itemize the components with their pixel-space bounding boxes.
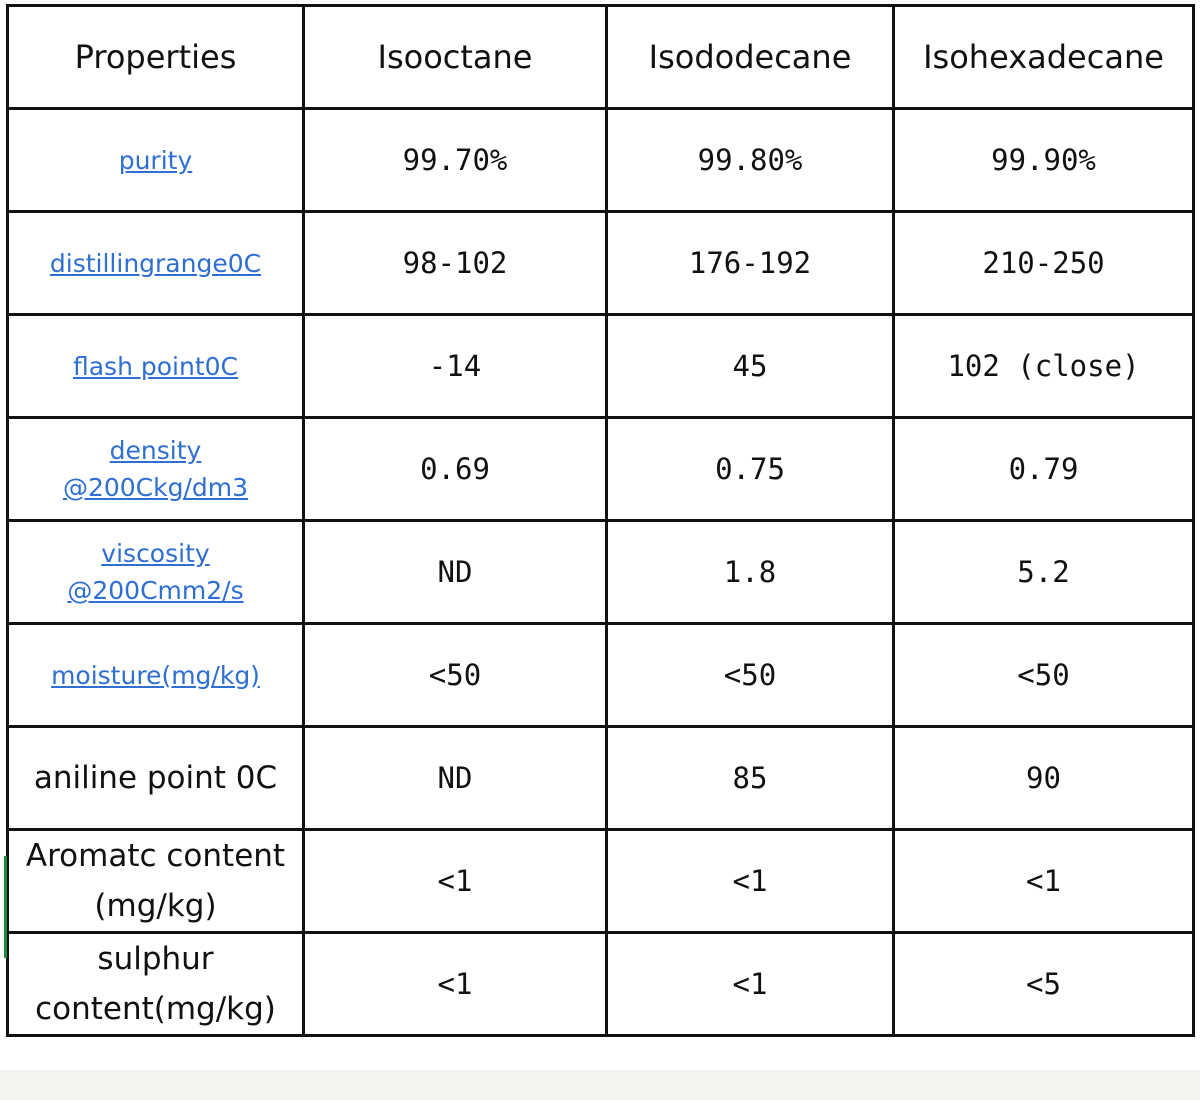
value-cell [607, 212, 894, 315]
property-text-line: distillingrange0C [49, 248, 262, 278]
property-link[interactable] [67, 535, 243, 609]
value-text: 90 [1026, 761, 1061, 795]
header-cell-isododecane: Isododecane [607, 6, 894, 109]
property-link[interactable] [73, 348, 238, 385]
property-label [34, 753, 277, 803]
table-row [8, 933, 1194, 1036]
value-cell [304, 830, 607, 933]
value-cell [607, 727, 894, 830]
value-text: <1 [437, 864, 473, 898]
value-cell [304, 624, 607, 727]
value-cell [304, 418, 607, 521]
property-text-line: purity [118, 145, 193, 175]
value-text: 5.2 [1017, 555, 1070, 589]
value-cell [607, 521, 894, 624]
value-cell [894, 727, 1194, 830]
property-link[interactable] [51, 657, 260, 694]
table-row [8, 418, 1194, 521]
value-text: <1 [437, 967, 473, 1001]
value-text: <50 [428, 658, 482, 692]
table-row [8, 315, 1194, 418]
header-row [8, 6, 1194, 109]
value-text: 98-102 [402, 246, 508, 280]
header-cell-isooctane: Isooctane [304, 6, 607, 109]
property-text-line: Aromatc content [25, 838, 286, 874]
value-text: 99.80% [697, 143, 803, 177]
property-text-line: (mg/kg) [94, 888, 217, 924]
value-cell [894, 109, 1194, 212]
value-text: <5 [1026, 967, 1061, 1001]
value-cell [894, 315, 1194, 418]
value-cell [607, 624, 894, 727]
property-text-line: sulphur [97, 941, 214, 977]
property-cell [8, 830, 304, 933]
value-cell [894, 212, 1194, 315]
value-text: <50 [1017, 658, 1070, 692]
property-text-line: density [109, 436, 202, 465]
property-label [35, 934, 276, 1034]
property-link[interactable] [50, 245, 261, 282]
value-text: 99.90% [991, 143, 1096, 177]
table-row [8, 212, 1194, 315]
property-text-line: moisture(mg/kg) [51, 660, 260, 690]
property-cell [8, 933, 304, 1036]
property-cell [8, 727, 304, 830]
value-text: 45 [732, 349, 768, 383]
properties-table [6, 4, 1195, 1037]
value-text: <1 [732, 967, 768, 1001]
value-cell [607, 830, 894, 933]
value-text: <1 [732, 864, 768, 898]
property-cell[interactable] [8, 212, 304, 315]
cell-selection-marker [4, 856, 7, 958]
value-cell [607, 933, 894, 1036]
value-text: 1.8 [723, 555, 777, 589]
value-cell [304, 212, 607, 315]
value-text: 0.79 [1008, 452, 1079, 486]
property-text-line: @200Ckg/dm3 [62, 473, 249, 502]
value-cell [607, 109, 894, 212]
table-row [8, 727, 1194, 830]
value-cell [607, 418, 894, 521]
value-text: 102 (close) [947, 349, 1140, 383]
table-body [8, 109, 1194, 1036]
value-cell [304, 933, 607, 1036]
value-cell [894, 521, 1194, 624]
value-text: 176-192 [688, 246, 812, 280]
property-cell[interactable] [8, 624, 304, 727]
property-cell[interactable] [8, 418, 304, 521]
value-text: -14 [428, 349, 482, 383]
property-text-line: content(mg/kg) [35, 991, 276, 1027]
value-cell [894, 830, 1194, 933]
property-text-line: aniline point 0C [33, 760, 278, 796]
value-text: 99.70% [402, 143, 508, 177]
property-text-line: viscosity [101, 539, 210, 568]
value-text: ND [437, 555, 473, 589]
property-cell[interactable] [8, 521, 304, 624]
value-text: 85 [732, 761, 768, 795]
table-row [8, 830, 1194, 933]
value-cell [304, 727, 607, 830]
value-text: ND [437, 761, 473, 795]
value-cell [304, 109, 607, 212]
value-cell [894, 418, 1194, 521]
property-cell[interactable] [8, 109, 304, 212]
table-row [8, 624, 1194, 727]
value-text: 0.69 [420, 452, 490, 486]
value-text: 0.75 [715, 452, 785, 486]
value-text: 210-250 [982, 246, 1105, 280]
property-link[interactable] [63, 432, 248, 506]
header-cell-isohexadecane: Isohexadecane [894, 6, 1194, 109]
table-row [8, 109, 1194, 212]
property-text-line: @200Cmm2/s [67, 576, 244, 605]
property-cell[interactable] [8, 315, 304, 418]
value-cell [894, 933, 1194, 1036]
value-cell [304, 521, 607, 624]
value-cell [304, 315, 607, 418]
property-text-line: flash point0C [72, 351, 238, 381]
value-text: <1 [1026, 864, 1061, 898]
table-row [8, 521, 1194, 624]
header-cell-properties: Properties [8, 6, 304, 109]
property-label [26, 831, 285, 931]
property-link[interactable] [119, 142, 193, 179]
value-cell [607, 315, 894, 418]
value-cell [894, 624, 1194, 727]
value-text: <50 [723, 658, 777, 692]
